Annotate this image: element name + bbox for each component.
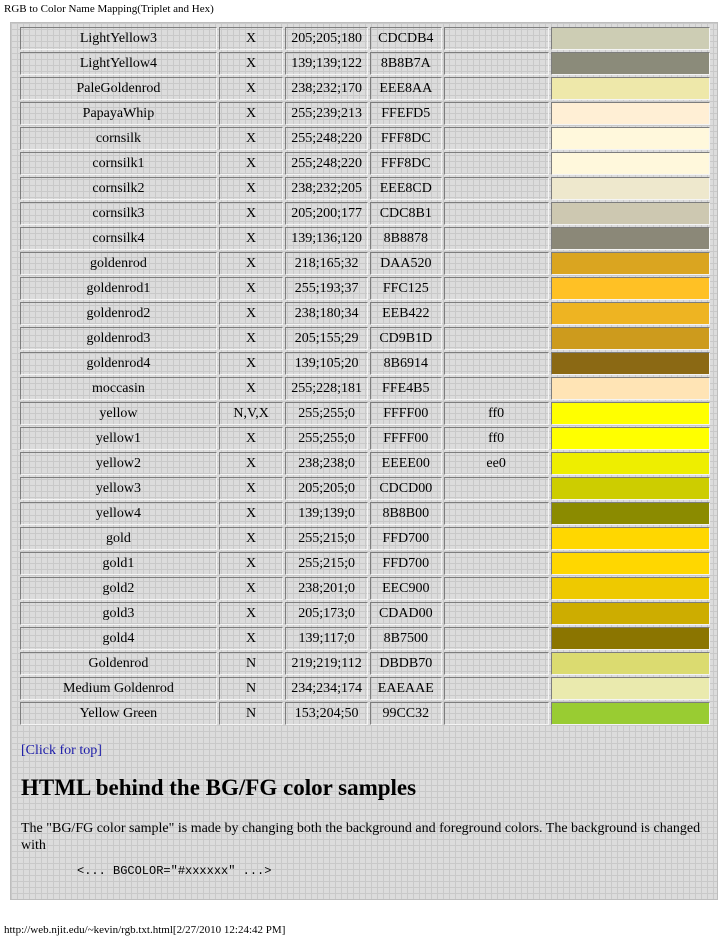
- hex-code-cell: FFFF00: [370, 427, 442, 450]
- hex-code-cell: EEC900: [370, 577, 442, 600]
- color-swatch: [551, 127, 710, 150]
- click-for-top-link[interactable]: [Click for top]: [21, 743, 102, 758]
- color-name-cell: gold3: [20, 602, 217, 625]
- flags-cell: X: [219, 302, 284, 325]
- hex-code-cell: FFF8DC: [370, 127, 442, 150]
- rgb-triplet-cell: 255;239;213: [285, 102, 368, 125]
- color-name-cell: gold2: [20, 577, 217, 600]
- color-name-cell: yellow4: [20, 502, 217, 525]
- table-row: [20, 152, 710, 175]
- short-hex-cell: [444, 652, 549, 675]
- color-swatch: [551, 577, 710, 600]
- color-swatch: [551, 177, 710, 200]
- color-name-cell: goldenrod3: [20, 327, 217, 350]
- short-hex-cell: [444, 627, 549, 650]
- color-swatch: [551, 277, 710, 300]
- print-header-title: RGB to Color Name Mapping(Triplet and Hex): [4, 3, 214, 15]
- color-swatch: [551, 427, 710, 450]
- hex-code-cell: EEEE00: [370, 452, 442, 475]
- table-row: [20, 552, 710, 575]
- table-row: [20, 502, 710, 525]
- flags-cell: X: [219, 177, 284, 200]
- hex-code-cell: CDCD00: [370, 477, 442, 500]
- table-row: [20, 102, 710, 125]
- color-name-cell: Yellow Green: [20, 702, 217, 725]
- hex-code-cell: 8B7500: [370, 627, 442, 650]
- flags-cell: X: [219, 227, 284, 250]
- hex-code-cell: FFEFD5: [370, 102, 442, 125]
- rgb-triplet-cell: 238;232;205: [285, 177, 368, 200]
- table-row: [20, 127, 710, 150]
- flags-cell: X: [219, 477, 284, 500]
- short-hex-cell: ff0: [444, 427, 549, 450]
- hex-code-cell: 8B6914: [370, 352, 442, 375]
- color-swatch: [551, 452, 710, 475]
- color-name-cell: yellow2: [20, 452, 217, 475]
- short-hex-cell: [444, 52, 549, 75]
- color-name-cell: cornsilk: [20, 127, 217, 150]
- hex-code-cell: FFFF00: [370, 402, 442, 425]
- hex-code-cell: EAEAAE: [370, 677, 442, 700]
- color-swatch: [551, 27, 710, 50]
- short-hex-cell: [444, 577, 549, 600]
- table-row: [20, 177, 710, 200]
- color-name-cell: gold: [20, 527, 217, 550]
- color-swatch: [551, 52, 710, 75]
- color-name-cell: goldenrod2: [20, 302, 217, 325]
- flags-cell: N,V,X: [219, 402, 284, 425]
- hex-code-cell: 8B8B7A: [370, 52, 442, 75]
- color-name-cell: goldenrod: [20, 252, 217, 275]
- table-row: [20, 252, 710, 275]
- short-hex-cell: [444, 702, 549, 725]
- table-row: [20, 627, 710, 650]
- color-swatch: [551, 402, 710, 425]
- flags-cell: X: [219, 152, 284, 175]
- hex-code-cell: FFE4B5: [370, 377, 442, 400]
- short-hex-cell: ee0: [444, 452, 549, 475]
- hex-code-cell: EEE8AA: [370, 77, 442, 100]
- color-swatch: [551, 702, 710, 725]
- flags-cell: N: [219, 677, 284, 700]
- short-hex-cell: ff0: [444, 402, 549, 425]
- rgb-triplet-cell: 255;215;0: [285, 552, 368, 575]
- color-name-cell: PapayaWhip: [20, 102, 217, 125]
- short-hex-cell: [444, 102, 549, 125]
- flags-cell: X: [219, 27, 284, 50]
- rgb-triplet-cell: 255;255;0: [285, 427, 368, 450]
- rgb-triplet-cell: 139;139;0: [285, 502, 368, 525]
- short-hex-cell: [444, 502, 549, 525]
- flags-cell: X: [219, 202, 284, 225]
- hex-code-cell: CD9B1D: [370, 327, 442, 350]
- table-row: [20, 352, 710, 375]
- color-swatch: [551, 352, 710, 375]
- hex-code-cell: EEB422: [370, 302, 442, 325]
- rgb-triplet-cell: 238;238;0: [285, 452, 368, 475]
- color-name-cell: cornsilk4: [20, 227, 217, 250]
- rgb-triplet-cell: 255;228;181: [285, 377, 368, 400]
- short-hex-cell: [444, 177, 549, 200]
- color-swatch: [551, 77, 710, 100]
- color-name-cell: gold4: [20, 627, 217, 650]
- flags-cell: X: [219, 602, 284, 625]
- rgb-triplet-cell: 205;173;0: [285, 602, 368, 625]
- short-hex-cell: [444, 252, 549, 275]
- table-row: [20, 202, 710, 225]
- color-name-cell: gold1: [20, 552, 217, 575]
- rgb-triplet-cell: 139;117;0: [285, 627, 368, 650]
- color-swatch: [551, 527, 710, 550]
- flags-cell: X: [219, 327, 284, 350]
- color-swatch: [551, 227, 710, 250]
- flags-cell: X: [219, 502, 284, 525]
- color-swatch: [551, 377, 710, 400]
- hex-code-cell: EEE8CD: [370, 177, 442, 200]
- section-heading: HTML behind the BG/FG color samples: [21, 775, 417, 800]
- hex-code-cell: DAA520: [370, 252, 442, 275]
- table-row: [20, 52, 710, 75]
- flags-cell: X: [219, 377, 284, 400]
- hex-code-cell: FFC125: [370, 277, 442, 300]
- flags-cell: X: [219, 127, 284, 150]
- rgb-triplet-cell: 153;204;50: [285, 702, 368, 725]
- table-row: [20, 27, 710, 50]
- hex-code-cell: CDCDB4: [370, 27, 442, 50]
- rgb-triplet-cell: 139;136;120: [285, 227, 368, 250]
- page-content: [10, 22, 718, 900]
- color-name-cell: yellow1: [20, 427, 217, 450]
- color-swatch: [551, 502, 710, 525]
- short-hex-cell: [444, 677, 549, 700]
- color-swatch: [551, 602, 710, 625]
- color-name-cell: LightYellow4: [20, 52, 217, 75]
- flags-cell: X: [219, 577, 284, 600]
- hex-code-cell: CDC8B1: [370, 202, 442, 225]
- color-swatch: [551, 627, 710, 650]
- hex-code-cell: 8B8B00: [370, 502, 442, 525]
- rgb-triplet-cell: 139;139;122: [285, 52, 368, 75]
- rgb-triplet-cell: 255;248;220: [285, 127, 368, 150]
- color-name-cell: cornsilk1: [20, 152, 217, 175]
- table-row: [20, 227, 710, 250]
- short-hex-cell: [444, 302, 549, 325]
- table-row: [20, 327, 710, 350]
- color-swatch: [551, 652, 710, 675]
- short-hex-cell: [444, 227, 549, 250]
- short-hex-cell: [444, 27, 549, 50]
- short-hex-cell: [444, 477, 549, 500]
- flags-cell: X: [219, 252, 284, 275]
- color-name-cell: LightYellow3: [20, 27, 217, 50]
- table-row: [20, 452, 710, 475]
- short-hex-cell: [444, 527, 549, 550]
- code-sample: <... BGCOLOR="#xxxxxx" ...>: [77, 864, 272, 878]
- color-swatch: [551, 152, 710, 175]
- short-hex-cell: [444, 377, 549, 400]
- short-hex-cell: [444, 327, 549, 350]
- rgb-triplet-cell: 255;248;220: [285, 152, 368, 175]
- table-row: [20, 402, 710, 425]
- table-row: [20, 577, 710, 600]
- color-name-cell: cornsilk3: [20, 202, 217, 225]
- color-table: [18, 25, 712, 727]
- flags-cell: X: [219, 552, 284, 575]
- short-hex-cell: [444, 602, 549, 625]
- rgb-triplet-cell: 255;215;0: [285, 527, 368, 550]
- hex-code-cell: FFD700: [370, 552, 442, 575]
- hex-code-cell: 99CC32: [370, 702, 442, 725]
- rgb-triplet-cell: 255;193;37: [285, 277, 368, 300]
- color-swatch: [551, 477, 710, 500]
- hex-code-cell: FFF8DC: [370, 152, 442, 175]
- flags-cell: X: [219, 102, 284, 125]
- rgb-triplet-cell: 234;234;174: [285, 677, 368, 700]
- rgb-triplet-cell: 139;105;20: [285, 352, 368, 375]
- rgb-triplet-cell: 219;219;112: [285, 652, 368, 675]
- short-hex-cell: [444, 552, 549, 575]
- color-name-cell: yellow3: [20, 477, 217, 500]
- table-row: [20, 302, 710, 325]
- flags-cell: N: [219, 652, 284, 675]
- color-name-cell: Medium Goldenrod: [20, 677, 217, 700]
- flags-cell: X: [219, 527, 284, 550]
- table-row: [20, 277, 710, 300]
- table-row: [20, 527, 710, 550]
- rgb-triplet-cell: 238;201;0: [285, 577, 368, 600]
- color-name-cell: goldenrod1: [20, 277, 217, 300]
- rgb-triplet-cell: 255;255;0: [285, 402, 368, 425]
- flags-cell: X: [219, 452, 284, 475]
- rgb-triplet-cell: 238;232;170: [285, 77, 368, 100]
- color-swatch: [551, 677, 710, 700]
- color-swatch: [551, 552, 710, 575]
- color-name-cell: Goldenrod: [20, 652, 217, 675]
- color-name-cell: PaleGoldenrod: [20, 77, 217, 100]
- table-row: [20, 477, 710, 500]
- table-row: [20, 77, 710, 100]
- flags-cell: X: [219, 352, 284, 375]
- rgb-triplet-cell: 205;200;177: [285, 202, 368, 225]
- color-swatch: [551, 327, 710, 350]
- print-footer-url: http://web.njit.edu/~kevin/rgb.txt.html[2/27/2010 12:24:42 PM]: [4, 924, 286, 936]
- color-name-cell: cornsilk2: [20, 177, 217, 200]
- short-hex-cell: [444, 277, 549, 300]
- short-hex-cell: [444, 352, 549, 375]
- table-row: [20, 677, 710, 700]
- hex-code-cell: DBDB70: [370, 652, 442, 675]
- color-swatch: [551, 202, 710, 225]
- hex-code-cell: 8B8878: [370, 227, 442, 250]
- rgb-triplet-cell: 205;155;29: [285, 327, 368, 350]
- color-name-cell: yellow: [20, 402, 217, 425]
- hex-code-cell: FFD700: [370, 527, 442, 550]
- table-row: [20, 652, 710, 675]
- color-name-cell: goldenrod4: [20, 352, 217, 375]
- table-row: [20, 702, 710, 725]
- flags-cell: X: [219, 52, 284, 75]
- rgb-triplet-cell: 238;180;34: [285, 302, 368, 325]
- rgb-triplet-cell: 205;205;0: [285, 477, 368, 500]
- section-body-text: The "BG/FG color sample" is made by changing both the background and foreground colors. The background is changed with: [21, 821, 701, 853]
- color-name-cell: moccasin: [20, 377, 217, 400]
- hex-code-cell: CDAD00: [370, 602, 442, 625]
- short-hex-cell: [444, 77, 549, 100]
- table-row: [20, 427, 710, 450]
- flags-cell: X: [219, 627, 284, 650]
- color-swatch: [551, 102, 710, 125]
- short-hex-cell: [444, 202, 549, 225]
- rgb-triplet-cell: 205;205;180: [285, 27, 368, 50]
- color-swatch: [551, 302, 710, 325]
- flags-cell: X: [219, 427, 284, 450]
- rgb-triplet-cell: 218;165;32: [285, 252, 368, 275]
- table-row: [20, 377, 710, 400]
- short-hex-cell: [444, 152, 549, 175]
- flags-cell: X: [219, 277, 284, 300]
- color-swatch: [551, 252, 710, 275]
- short-hex-cell: [444, 127, 549, 150]
- flags-cell: X: [219, 77, 284, 100]
- table-row: [20, 602, 710, 625]
- flags-cell: N: [219, 702, 284, 725]
